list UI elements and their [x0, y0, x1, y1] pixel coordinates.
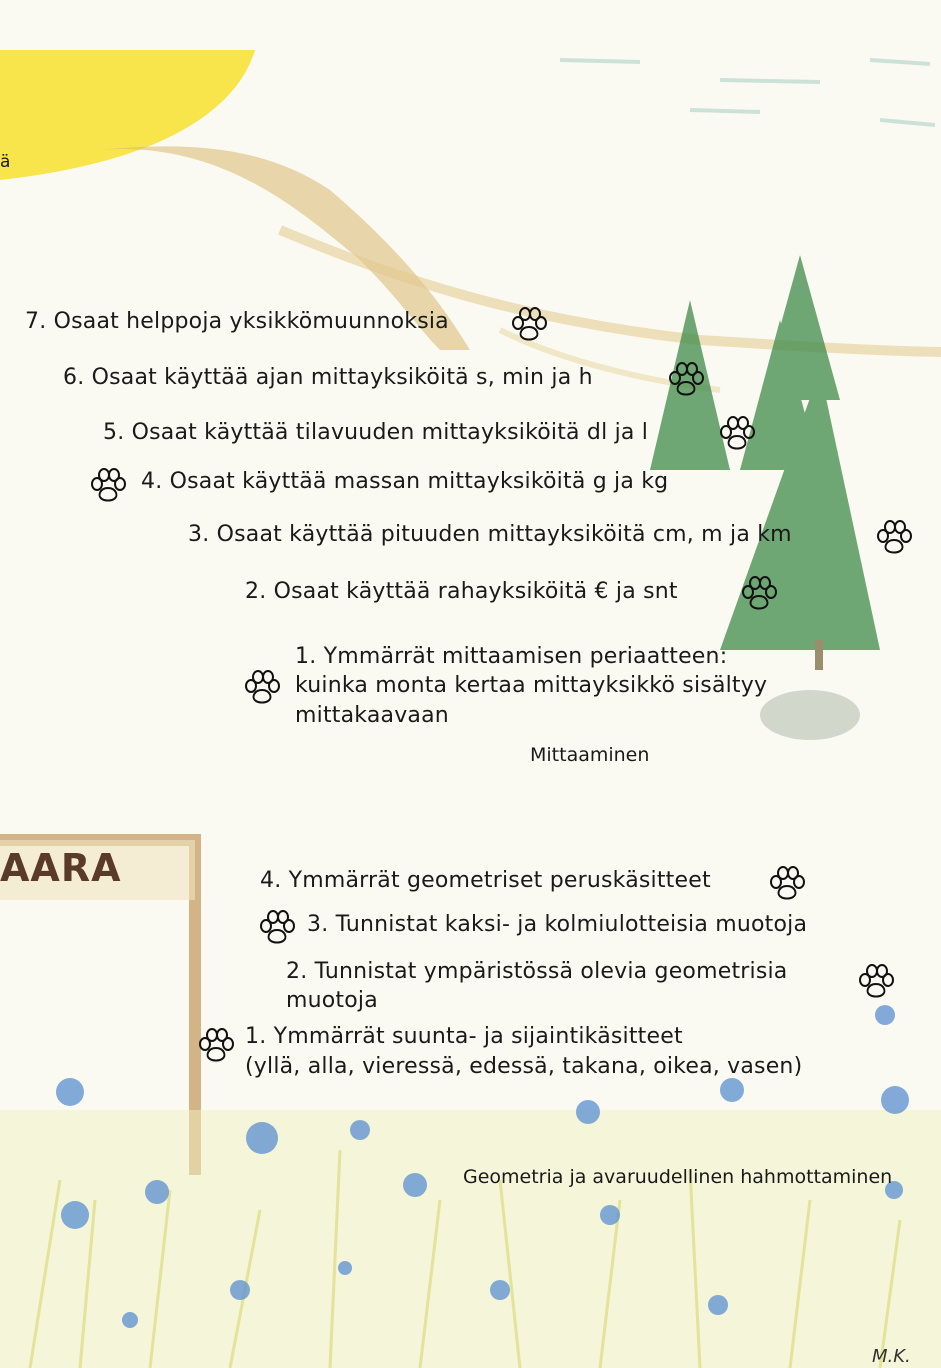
measuring-item-3: 3. Osaat käyttää pituuden mittayksiköitä cm, m ja km: [188, 522, 792, 547]
paw-print-icon: [89, 466, 127, 502]
geometry-item-4: 4. Ymmärrät geometriset peruskäsitteet: [260, 868, 711, 893]
paw-print-icon: [718, 414, 756, 450]
artist-signature: M.K.: [872, 1346, 911, 1367]
edge-letter: ä: [0, 152, 11, 172]
measuring-item-6: 6. Osaat käyttää ajan mittayksiköitä s, min ja h: [63, 365, 593, 390]
measuring-item-1-line3: mittakaavaan: [295, 703, 449, 728]
paw-print-icon: [857, 962, 895, 998]
paw-print-icon: [740, 574, 778, 610]
paw-print-icon: [768, 864, 806, 900]
geometry-section-title: Geometria ja avaruudellinen hahmottaminen: [463, 1166, 893, 1188]
paw-print-icon: [510, 305, 548, 341]
measuring-item-1-line2: kuinka monta kertaa mittayksikkö sisältyy: [295, 673, 768, 698]
vaara-sign: AARA: [0, 846, 122, 890]
measuring-item-1-line1: 1. Ymmärrät mittaamisen periaatteen:: [295, 644, 728, 669]
geometry-item-1-line1: 1. Ymmärrät suunta- ja sijaintikäsitteet: [245, 1024, 683, 1049]
paw-print-icon: [197, 1026, 235, 1062]
geometry-item-2-line1: 2. Tunnistat ympäristössä olevia geometrisia: [286, 959, 788, 984]
measuring-item-7: 7. Osaat helppoja yksikkömuunnoksia: [25, 309, 449, 334]
measuring-item-2: 2. Osaat käyttää rahayksiköitä € ja snt: [245, 579, 678, 604]
paw-print-icon: [875, 518, 913, 554]
measuring-item-4: 4. Osaat käyttää massan mittayksiköitä g ja kg: [141, 469, 669, 494]
measuring-section-title: Mittaaminen: [530, 744, 650, 766]
paw-print-icon: [667, 360, 705, 396]
geometry-item-2-line2: muotoja: [286, 988, 378, 1013]
paw-print-icon: [243, 668, 281, 704]
geometry-item-1-line2: (yllä, alla, vieressä, edessä, takana, oikea, vasen): [245, 1054, 803, 1079]
paw-print-icon: [258, 908, 296, 944]
geometry-item-3: 3. Tunnistat kaksi- ja kolmiulotteisia muotoja: [307, 912, 808, 937]
measuring-item-5: 5. Osaat käyttää tilavuuden mittayksiköitä dl ja l: [103, 420, 649, 445]
